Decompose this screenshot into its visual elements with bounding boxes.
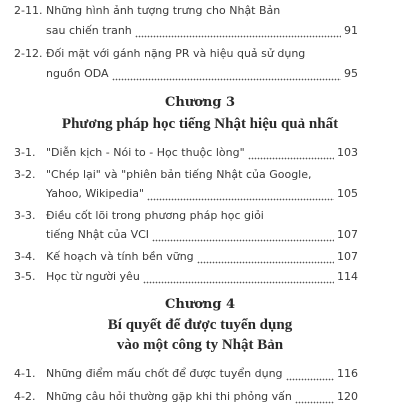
entry-page-number: 103	[337, 146, 358, 159]
entry-title-line: Học từ người yêu	[46, 270, 140, 283]
entry-page-number: 116	[337, 367, 358, 380]
entry-number: 2-11.	[14, 4, 43, 17]
chapter-4-label: Chương 4	[164, 297, 236, 312]
entry-number: 3-1.	[14, 146, 36, 159]
entry-title-line: Kế hoạch và tính bền vững	[46, 250, 194, 263]
dot-leader	[143, 268, 334, 286]
chapter-3-title: Phương pháp học tiếng Nhật hiệu quả nhất	[61, 116, 339, 132]
dot-leader	[112, 65, 341, 83]
chapter-3-label: Chương 3	[164, 95, 236, 110]
dot-leader	[248, 144, 334, 162]
entry-title-line: Điều cốt lõi trong phương pháp học giỏi	[46, 209, 264, 222]
entry-title-line: Những câu hỏi thường gặp khi thi phỏng vấn	[46, 390, 292, 403]
dot-leader	[147, 185, 334, 203]
entry-title-line: Những hình ảnh tượng trưng cho Nhật Bản	[46, 4, 281, 17]
chapter-4-title-line: vào một công ty Nhật Bản	[116, 337, 284, 353]
entry-page-number: 95	[344, 67, 358, 80]
entry-title-line: tiếng Nhật của VCI	[46, 228, 150, 241]
entry-page-number: 107	[337, 250, 358, 263]
dot-leader	[286, 365, 334, 383]
dot-leader	[135, 22, 341, 40]
dot-leader	[152, 226, 334, 244]
entry-number: 3-3.	[14, 209, 36, 222]
chapter-4-title-line: Bí quyết để được tuyển dụng	[107, 317, 293, 333]
entry-page-number: 114	[337, 270, 358, 283]
dot-leader	[197, 248, 334, 266]
entry-page-number: 120	[337, 390, 358, 403]
dot-leader	[295, 388, 334, 406]
entry-title-line: "Chép lại" và "phiên bản tiếng Nhật của Google,	[46, 168, 312, 181]
entry-number: 3-5.	[14, 270, 36, 283]
entry-number: 3-2.	[14, 168, 36, 181]
entry-number: 4-1.	[14, 367, 36, 380]
entry-number: 3-4.	[14, 250, 36, 263]
entry-page-number: 107	[337, 228, 358, 241]
entry-page-number: 91	[344, 24, 358, 37]
entry-title-line: "Diễn kịch - Nói to - Học thuộc lòng"	[46, 146, 245, 159]
entry-title-line: sau chiến tranh	[46, 24, 132, 37]
entry-number: 2-12.	[14, 47, 43, 60]
entry-title-line: Những điểm mấu chốt để được tuyển dụng	[46, 367, 283, 380]
entry-number: 4-2.	[14, 390, 36, 403]
entry-title-line: nguồn ODA	[46, 67, 109, 80]
entry-title-line: Đối mặt với gánh nặng PR và hiệu quả sử dụng	[46, 47, 306, 60]
entry-title-line: Yahoo, Wikipedia"	[46, 187, 145, 200]
entry-page-number: 105	[337, 187, 358, 200]
